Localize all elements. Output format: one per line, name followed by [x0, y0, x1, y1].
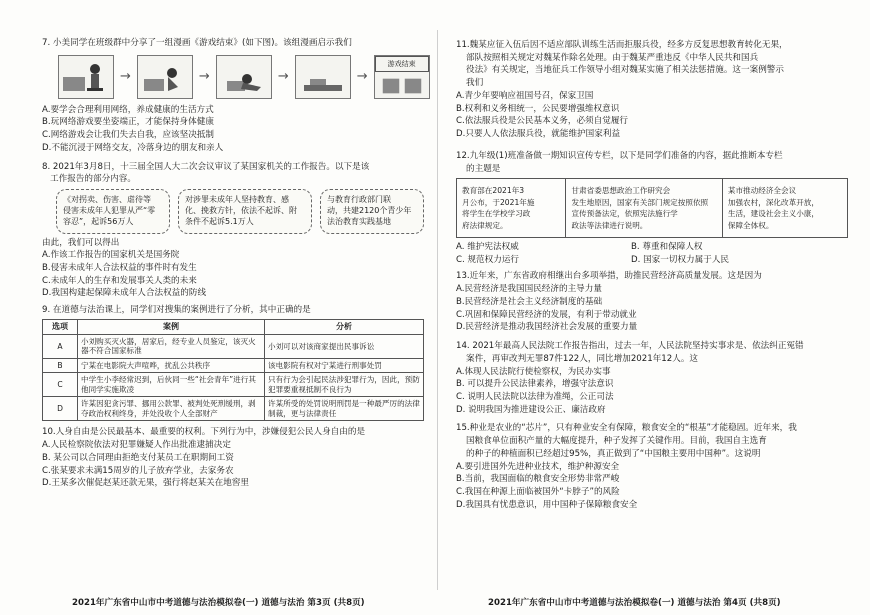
q8-after: 由此，我们可以得出: [42, 237, 120, 248]
question-7: [42, 38, 428, 154]
q10-option-b[interactable]: B. 某公司以合同理由拒绝支付某员工在职期间工资: [42, 452, 234, 463]
left-page-footer: 2021年广东省中山市中考道德与法治模拟卷(一) 道德与法治 第3页 (共8页): [72, 598, 365, 609]
right-page: [438, 0, 870, 615]
table-cell: 中学生小李经常迟到，后伙同一些“社会青年”进行其他同学实施欺凌: [78, 373, 265, 397]
q13-option-d[interactable]: D.民营经济是推动我国经济社会发展的重要力量: [456, 322, 638, 333]
cell-line: 府法律规定。: [462, 220, 508, 230]
table-cell: D: [43, 397, 78, 421]
table-header-row: [43, 319, 424, 334]
table-header: 案例: [78, 319, 265, 334]
table-cell: 许某所受的处罚说明刑罚是一种最严厉的法律制裁，更与法律责任: [265, 397, 424, 421]
scroll-line: 化、挽救方针，依法不起诉、附: [185, 205, 297, 215]
comic-panel-4: [295, 55, 351, 99]
cell-line: 宣传预备法定，依照宪法施行学: [571, 209, 678, 219]
q7-option-c[interactable]: C.网络游戏会让我们失去自我，应该坚决抵制: [42, 130, 215, 141]
table-cell: [457, 179, 566, 238]
q11-stem-line-4: 我们: [466, 78, 484, 89]
cell-line: 月公布，于2021年施: [462, 197, 535, 207]
table-cell: B: [43, 358, 78, 372]
right-page-footer: 2021年广东省中山市中考道德与法治模拟卷(一) 道德与法治 第4页 (共8页): [488, 598, 781, 609]
q14-stem-line-2: 案件，再审改判无罪87件122人，同比增加2021年12人。这: [466, 353, 699, 364]
q7-option-b[interactable]: B.玩网络游戏要坐姿端正，才能保持身体健康: [42, 117, 214, 128]
q10-option-a[interactable]: A.人民检察院依法对犯罪嫌疑人作出批准逮捕决定: [42, 440, 231, 451]
question-8: [42, 162, 428, 300]
comic-panel-1: [58, 55, 114, 99]
table-row: [457, 179, 848, 238]
table-cell: 只有行为会引起民法涉犯罪行为，因此，预防犯罪要重视抵制不良行为: [265, 373, 424, 397]
q15-option-a[interactable]: A.要引进国外先进种业技术，维护种源安全: [456, 461, 620, 472]
comic-panel-5: [374, 55, 430, 99]
q12-option-c[interactable]: C. 规范权力运行: [456, 254, 520, 265]
cell-line: 某市推动经济全会议: [727, 186, 797, 196]
cell-line: 将学生在学校学习政: [462, 209, 531, 219]
table-header: 分析: [265, 319, 424, 334]
table-cell: 宁某在电影院大声喧哗，扰乱公共秩序: [78, 358, 265, 372]
q9-stem: 9. 在道德与法治课上，同学们对搜集的案例进行了分析，其中正确的是: [42, 305, 311, 316]
scroll-line: 与教育行政部门联: [327, 195, 391, 205]
question-13: [456, 271, 850, 333]
scroll-line: 侵害未成年人犯罪从严“零: [63, 205, 156, 215]
q10-stem: 10.人身自由是公民最基本、最重要的权利。下列行为中，涉嫌侵犯公民人身自由的是: [42, 427, 366, 438]
q10-option-c[interactable]: C.张某要求未满15周岁的儿子放弃学业，去家务农: [42, 465, 234, 476]
cell-line: 加强农村，深化改革开放，: [727, 197, 819, 207]
q11-stem-line-1: 11.魏某应征入伍后因不适应部队训练生活而拒服兵役，经多方反复思想教育转化无果，: [456, 40, 788, 50]
table-cell: [566, 179, 722, 238]
table-row[interactable]: [43, 334, 424, 358]
table-cell: [722, 179, 847, 238]
question-15: [456, 423, 850, 510]
game-over-sign: 游戏结束: [375, 56, 429, 72]
q12-stem-line-1: 12.九年级(1)班准备做一期知识宣传专栏，以下是同学们准备的内容，据此推断本专栏: [456, 150, 783, 161]
q15-option-d[interactable]: D.我国具有忧患意识，用中国种子保障粮食安全: [456, 499, 638, 510]
scroll-line: 对涉罪未成年人坚持教育、感: [185, 195, 289, 205]
q9-table: [42, 319, 424, 421]
question-14: [456, 341, 850, 415]
q15-stem-line-3: 的种子的种植面积已经超过95%，真正做到了“中国粮主要用中国种”。这说明: [466, 448, 761, 459]
arrow-icon: →: [277, 68, 289, 84]
table-cell: 小刘购买灭火器，居家后，经专业人员鉴定，该灭火器不符合国家标准: [78, 334, 265, 358]
cell-line: 发生地原因，国家有关部门规定按照依照: [571, 197, 709, 207]
q11-stem-line-3: 役法》有关规定，当地征兵工作领导小组对魏某实施了相关法惩措施。这一案例警示: [466, 65, 784, 76]
cell-line: 甘肃省委思想政治工作研究会: [571, 186, 671, 196]
arrow-icon: →: [356, 68, 368, 84]
cell-line: 教育部在2021年3: [462, 186, 525, 196]
q12-options-row-2: [456, 255, 850, 266]
q11-stem-line-2: 部队按照相关规定对魏某作除名处理。由于魏某严重违反《中华人民共和国兵: [466, 52, 759, 63]
table-cell: 该电影院有权对宁某进行刑事处罚: [265, 358, 424, 372]
q8-option-d[interactable]: D.我国构建起保障未成年人合法权益的防线: [42, 288, 207, 299]
cell-line: 保障全体权。: [727, 220, 774, 230]
q8-stem-line-1: 8. 2021年3月8日，十三届全国人大二次会议审议了某国家机关的工作报告。以下是该: [42, 161, 370, 172]
table-cell: 小刘可以对该商家提出民事诉讼: [265, 334, 424, 358]
table-row[interactable]: [43, 373, 424, 397]
question-9: [42, 305, 428, 421]
cell-line: 生活，建设社会主义小康，: [727, 209, 819, 219]
q15-stem-line-2: 国粮食单位面积产量的大幅度提升，种子发挥了关键作用。目前，我国自主选育: [466, 436, 767, 447]
q8-stem-line-2: 工作报告的部分内容。: [50, 174, 136, 185]
q8-option-a[interactable]: A.作该工作报告的国家机关是国务院: [42, 250, 180, 261]
q13-option-b[interactable]: B.民营经济是社会主义经济制度的基础: [456, 296, 603, 307]
scroll-line: 容忍”，起诉56万人: [63, 216, 134, 226]
q15-stem-line-1: 15.种业是农业的“芯片”，只有种业安全有保障，粮食安全的“根基”才能稳固。近年来，我: [456, 423, 797, 434]
q14-option-a[interactable]: A.体现人民法院行使检察权，为民办实事: [456, 366, 611, 377]
q14-option-b[interactable]: B. 可以提升公民法律素养，增强守法意识: [456, 379, 614, 390]
question-11: [456, 40, 850, 140]
q12-options-row-1: [456, 242, 850, 253]
q12-stem-line-2: 的主题是: [466, 163, 501, 174]
arrow-icon: →: [198, 68, 210, 84]
scroll-line: 法治教育实践基地: [327, 216, 391, 226]
scroll-line: 条件不起诉5.1万人: [185, 216, 254, 226]
q11-option-a[interactable]: A.青少年要响应祖国号召，保家卫国: [456, 90, 594, 101]
table-row[interactable]: [43, 397, 424, 421]
comic-panel-2: [137, 55, 193, 99]
q10-option-d[interactable]: D.王某多次催促赵某还款无果，强行将赵某关在地窖里: [42, 478, 250, 489]
comic-panel-3: [216, 55, 272, 99]
q7-option-d[interactable]: D.不能沉浸于网络交友，冷落身边的朋友和亲人: [42, 142, 224, 153]
table-cell: C: [43, 373, 78, 397]
q8-scroll-2: [178, 189, 312, 233]
table-cell: A: [43, 334, 78, 358]
question-12: [456, 151, 850, 266]
table-row[interactable]: [43, 358, 424, 372]
q8-option-b[interactable]: B.侵害未成年人合法权益的事件时有发生: [42, 263, 197, 273]
q12-option-d[interactable]: D. 国家一切权力属于人民: [631, 254, 730, 265]
table-header: 选项: [43, 319, 78, 334]
q8-option-c[interactable]: C.未成年人的生存和发展事关人类的未来: [42, 275, 197, 286]
q8-scrolls: [56, 189, 428, 233]
q13-option-a[interactable]: A.民营经济是我国国民经济的主导力量: [456, 284, 602, 295]
q11-option-b[interactable]: B.权利和义务相统一，公民要增强维权意识: [456, 103, 620, 114]
q15-option-c[interactable]: C.我国在种源上面临被国外“卡脖子”的风险: [456, 487, 620, 498]
q13-option-c[interactable]: C.巩固和保障民营经济的发展，有利于带动就业: [456, 309, 637, 320]
comic-strip: [58, 52, 428, 102]
scroll-line: 动，共建2120个青少年: [327, 205, 412, 215]
q7-stem: 7. 小美同学在班级群中分享了一组漫画《游戏结束》(如下图)。该组漫画启示我们: [42, 38, 352, 48]
q12-option-b[interactable]: B. 尊重和保障人权: [631, 241, 703, 252]
q14-stem-line-1: 14. 2021年最高人民法院工作报告指出，过去一年，人民法院坚持实事求是、依法纠正冤错: [456, 341, 804, 352]
q8-scroll-1: [56, 189, 170, 233]
q11-option-c[interactable]: C.依法服兵役是公民基本义务，必须自觉履行: [456, 116, 629, 127]
q11-option-d[interactable]: D.只要人人依法服兵役，就能维护国家利益: [456, 129, 621, 140]
q14-option-d[interactable]: D. 说明我国为推进建设公正、廉洁政府: [456, 404, 606, 415]
q14-option-c[interactable]: C. 说明人民法院以法律为准绳，公正司法: [456, 391, 614, 402]
q7-option-a[interactable]: A.要学会合理利用网络，养成健康的生活方式: [42, 104, 214, 115]
q12-option-a[interactable]: A. 维护宪法权威: [456, 241, 519, 252]
q13-stem: 13.近年来，广东省政府相继出台多项举措，助推民营经济高质量发展。这是因为: [456, 271, 762, 282]
cell-line: 政法等法律进行说明。: [571, 220, 648, 230]
q12-table: [456, 178, 848, 238]
q8-scroll-3: [320, 189, 424, 233]
table-cell: 许某因犯贪污罪、挪用公款罪、被判处死刑缓刑，剥夺政治权利终身，并处没收个人全部财产: [78, 397, 265, 421]
arrow-icon: →: [120, 68, 131, 84]
scroll-line: 《对拐卖、伤害、虐待等: [63, 195, 151, 205]
question-10: [42, 427, 428, 489]
q15-option-b[interactable]: B.当前，我国面临的粮食安全形势非常严峻: [456, 474, 620, 485]
